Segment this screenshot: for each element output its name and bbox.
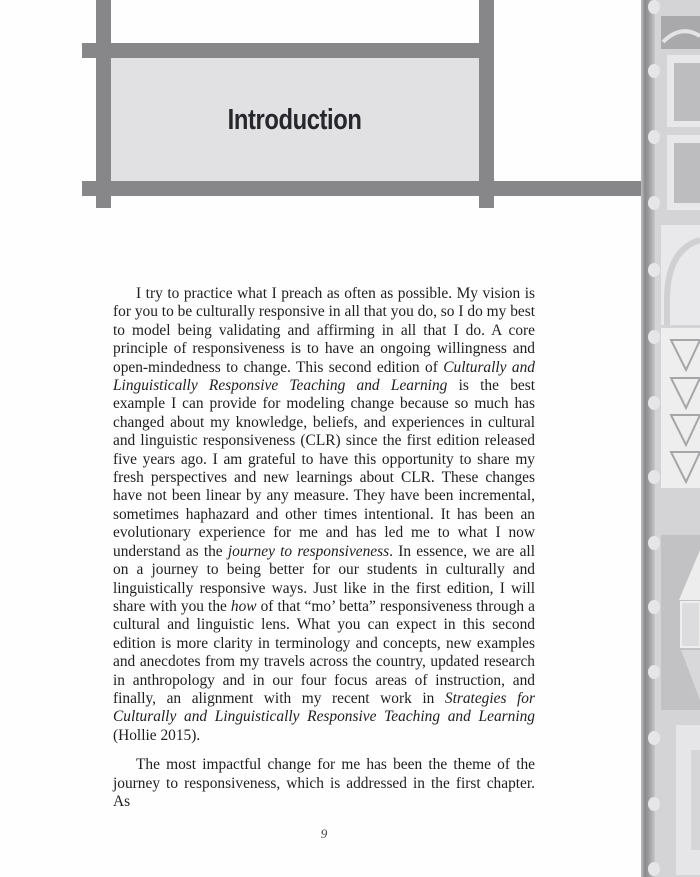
binding-hole <box>648 731 660 745</box>
term-italic: journey to responsiveness <box>227 542 390 560</box>
grid-bar-vertical-left <box>96 0 111 208</box>
grid-bar-vertical-right <box>479 0 494 208</box>
binding-hole <box>648 536 660 550</box>
binding-hole <box>648 64 660 78</box>
decorative-edge-strip <box>641 0 700 877</box>
chapter-title: Introduction <box>228 104 362 136</box>
chapter-title-box <box>111 58 479 181</box>
binding-hole <box>648 0 660 14</box>
emphasis-italic: how <box>230 597 257 615</box>
binding-hole <box>648 862 660 876</box>
deco-frame-inner <box>674 143 700 203</box>
text-run: of that “mo’ betta” responsiveness through a cultural and linguistic lens. What you can expect in this second edition is more clarity in terminology and concepts, new examples and anecdotes from my travels across the country, updated research in anthropology and in our four focus areas of instruction, and finally, an alignment with my recent work in <box>113 597 535 707</box>
paragraph-1 <box>113 285 535 745</box>
deco-box <box>681 602 700 647</box>
binding-hole <box>648 396 660 410</box>
text-run: (Hollie 2015). <box>113 726 201 744</box>
deco-panel-inner <box>691 750 700 850</box>
binding-hole <box>648 263 660 277</box>
text-run: I try to practice what I preach as often as possible. My vision is for you to be culturally responsive in all that you do, so I do my best to model being validating and affirming in all that I do. A core principle of responsiveness is to have an ongoing willingness and open-mindedness to change. This second edition of <box>113 285 535 376</box>
binding-hole <box>648 130 660 144</box>
binding-hole <box>648 665 660 679</box>
body-text <box>113 285 535 811</box>
page-number: 9 <box>320 826 328 841</box>
text-run: . In essence, we are all on a journey to being better for our students in culturally and linguistically responsive ways. Just like in the first edition, I will share with you the <box>113 542 535 615</box>
grid-bar-horizontal-top <box>82 43 494 58</box>
binding-hole <box>648 797 660 811</box>
text-run: is the best example I can provide for modeling change because so much has changed about my knowledge, beliefs, and experiences in cultural and linguistic responsiveness (CLR) since the first edition released five years ago. I am grateful to have this opportunity to share my fresh perspectives and new learnings about CLR. These changes have not been linear by any measure. They have been incremental, sometimes haphazard and other times intentional. It has been an evolutionary experience for me and has led me to what I now understand as the <box>113 377 535 560</box>
paragraph-2: The most impactful change for me has been the theme of the journey to responsiveness, which is addressed in the first chapter. As <box>113 756 535 810</box>
deco-frame-inner <box>674 63 700 121</box>
binding-hole <box>648 600 660 614</box>
binding-hole <box>648 196 660 210</box>
binding-hole <box>648 330 660 344</box>
book-title-italic: Culturally and Linguistically Responsive Teaching and Learning <box>113 358 535 395</box>
book-title-italic: Strategies for Culturally and Linguistically Responsive Teaching and Learning <box>113 689 535 726</box>
grid-bar-horizontal-bottom <box>82 181 642 196</box>
binding-hole <box>648 470 660 484</box>
